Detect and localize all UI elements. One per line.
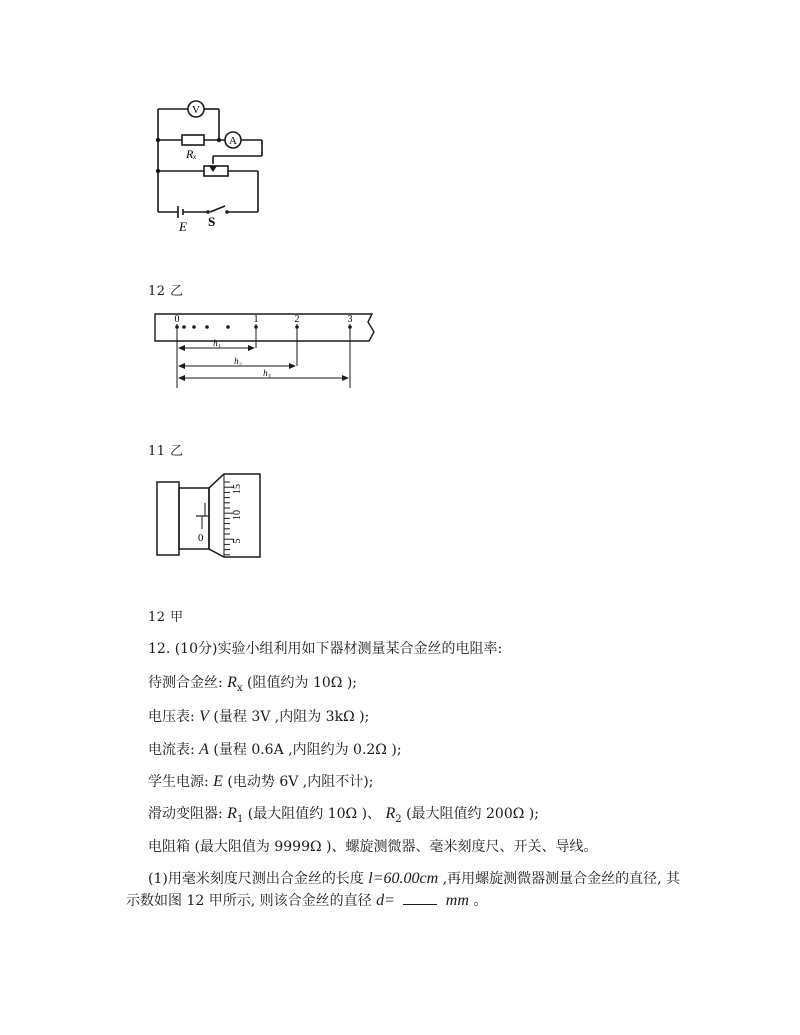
sleeve-zero-label: 0 <box>198 532 204 544</box>
figure-caption-12-yi: 12 乙 <box>148 284 184 299</box>
item-resistance-box: 电阻箱 (最大阻值为 9999Ω )、螺旋测微器、毫米刻度尺、开关、导线。 <box>148 839 598 855</box>
figure-caption-11-yi: 11 乙 <box>148 444 184 459</box>
question-title: 12. (10分)实验小组利用如下器材测量某合金丝的电阻率: <box>148 641 503 657</box>
tape-tick-label: 2 <box>294 314 300 325</box>
item-voltmeter: 电压表: V (量程 3V ,内阻为 3kΩ ); <box>148 708 370 725</box>
switch-label: S <box>208 214 216 229</box>
item-rheostats: 滑动变阻器: $R_1$ (最大阻值约 10Ω )、 $R_2$ (最大阻值约 200Ω ); <box>148 805 539 825</box>
tape-tick-label: 3 <box>347 314 353 325</box>
h3-label: h₃ <box>263 368 271 378</box>
ammeter-label: A <box>229 135 237 147</box>
tape-tick-label: 1 <box>253 314 259 325</box>
item-power-supply: 学生电源: E (电动势 6V ,内阻不计); <box>148 773 374 790</box>
part1-line2: 示数如图 12 甲所示, 则该合金丝的直径 d= mm 。 <box>126 892 488 909</box>
figure-caption-12-jia: 12 甲 <box>148 610 184 625</box>
item-rx: 待测合金丝: $R_x$ (阻值约为 10Ω ); <box>148 674 358 694</box>
part1-line1: (1)用毫米刻度尺测出合金丝的长度 l=60.00cm ,再用螺旋测微器测量合金丝的直径, 其 <box>148 870 681 887</box>
battery-label: E <box>179 219 187 234</box>
answer-blank[interactable] <box>403 892 437 905</box>
micrometer-frame <box>157 482 179 555</box>
h1-label: h₁ <box>213 338 221 348</box>
thimble-mark-5: 5 <box>232 538 243 544</box>
thimble-mark-10: 10 <box>232 510 243 520</box>
item-ammeter: 电流表: A (量程 0.6A ,内阻约为 0.2Ω ); <box>148 741 402 758</box>
thimble-mark-15: 15 <box>232 484 243 494</box>
resistor-label: Rₓ <box>186 147 197 161</box>
h2-label: h₂ <box>234 356 242 366</box>
voltmeter-label: V <box>192 104 200 116</box>
tape-tick-label: 0 <box>174 314 180 325</box>
micrometer-sleeve <box>179 488 209 549</box>
